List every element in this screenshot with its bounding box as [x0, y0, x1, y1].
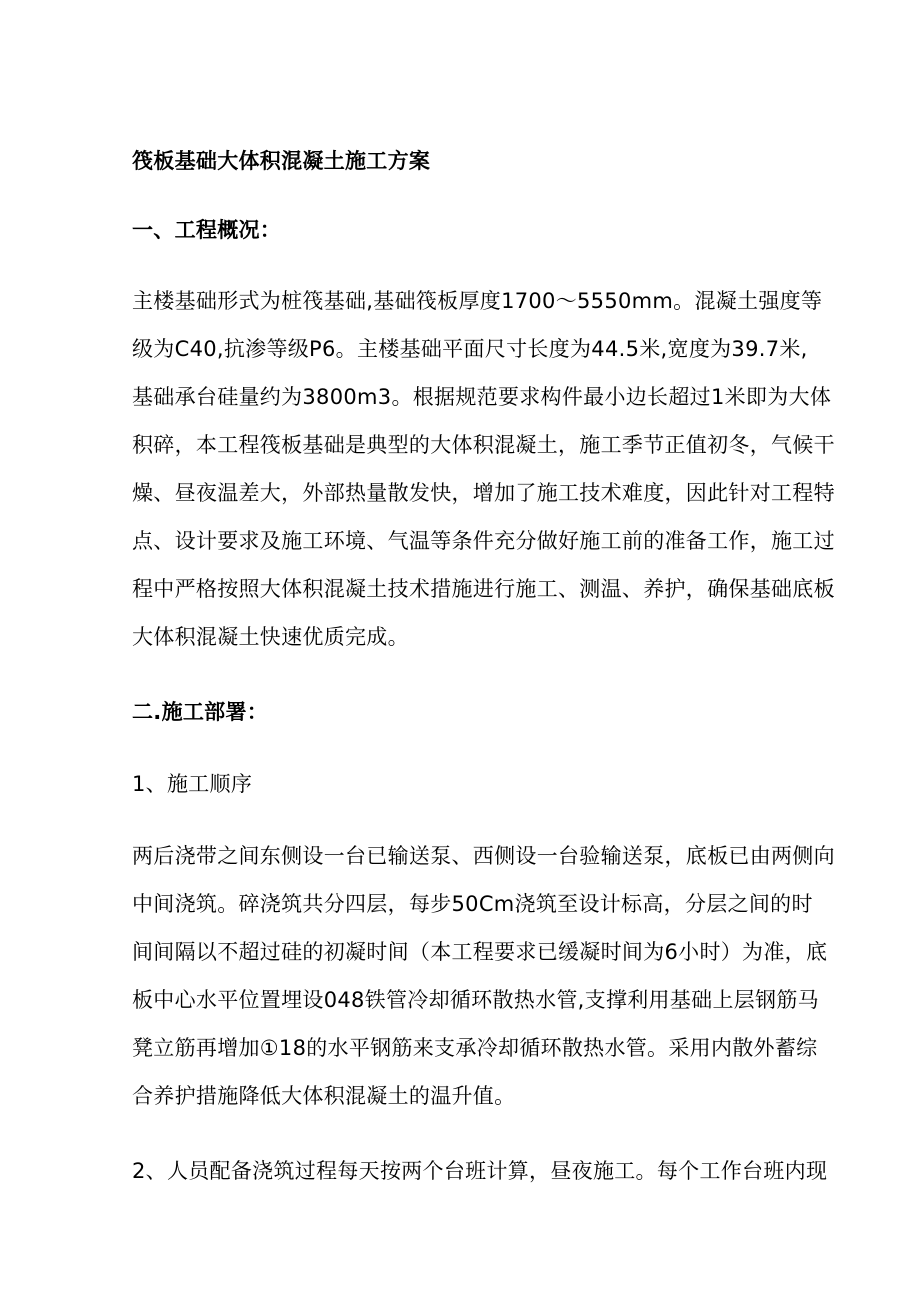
paragraph-line: 级为C40,抗渗等级P6。主楼基础平面尺寸长度为44.5米,宽度为39.7米,	[132, 337, 808, 361]
subsection-personnel-line: 2、人员配备浇筑过程每天按两个台班计算，昼夜施工。每个工作台班内现	[132, 1159, 828, 1183]
paragraph-line: 点、设计要求及施工环境、气温等条件充分做好施工前的准备工作，施工过	[132, 529, 835, 553]
subsection-heading-construction-sequence: 1、施工顺序	[132, 772, 253, 796]
paragraph-line: 间间隔以不超过硅的初凝时间（本工程要求已缓凝时间为6小时）为准，底	[132, 940, 828, 964]
paragraph-line: 合养护措施降低大体积混凝土的温升值。	[132, 1084, 516, 1108]
paragraph-line: 主楼基础形式为桩筏基础,基础筏板厚度1700～5550mm。混凝土强度等	[132, 289, 823, 313]
paragraph-line: 两后浇带之间东侧设一台已输送泵、西侧设一台验输送泵，底板已由两侧向	[132, 844, 835, 868]
paragraph-line: 燥、昼夜温差大，外部热量散发快，增加了施工技术难度，因此针对工程特	[132, 481, 835, 505]
paragraph-line: 凳立筋再增加①18的水平钢筋来支承冷却循环散热水管。采用内散外蓄综	[132, 1036, 818, 1060]
paragraph-line: 基础承台硅量约为3800m3。根据规范要求构件最小边长超过1米即为大体	[132, 385, 832, 409]
paragraph-line: 积碎，本工程筏板基础是典型的大体积混凝土，施工季节正值初冬，气候干	[132, 433, 835, 457]
paragraph-line: 中间浇筑。碎浇筑共分四层，每步50Cm浇筑至设计标高，分层之间的时	[132, 892, 813, 916]
section-heading-project-overview: 一、工程概况：	[132, 218, 282, 242]
paragraph-line: 板中心水平位置埋设048铁管冷却循环散热水管,支撑利用基础上层钢筋马	[132, 988, 819, 1012]
section-heading-construction-deployment: 二.施工部署：	[132, 700, 269, 724]
paragraph-line: 大体积混凝土快速优质完成。	[132, 625, 409, 649]
document-title: 筏板基础大体积混凝土施工方案	[132, 149, 431, 173]
paragraph-line: 程中严格按照大体积混凝土技术措施进行施工、测温、养护，确保基础底板	[132, 577, 835, 601]
